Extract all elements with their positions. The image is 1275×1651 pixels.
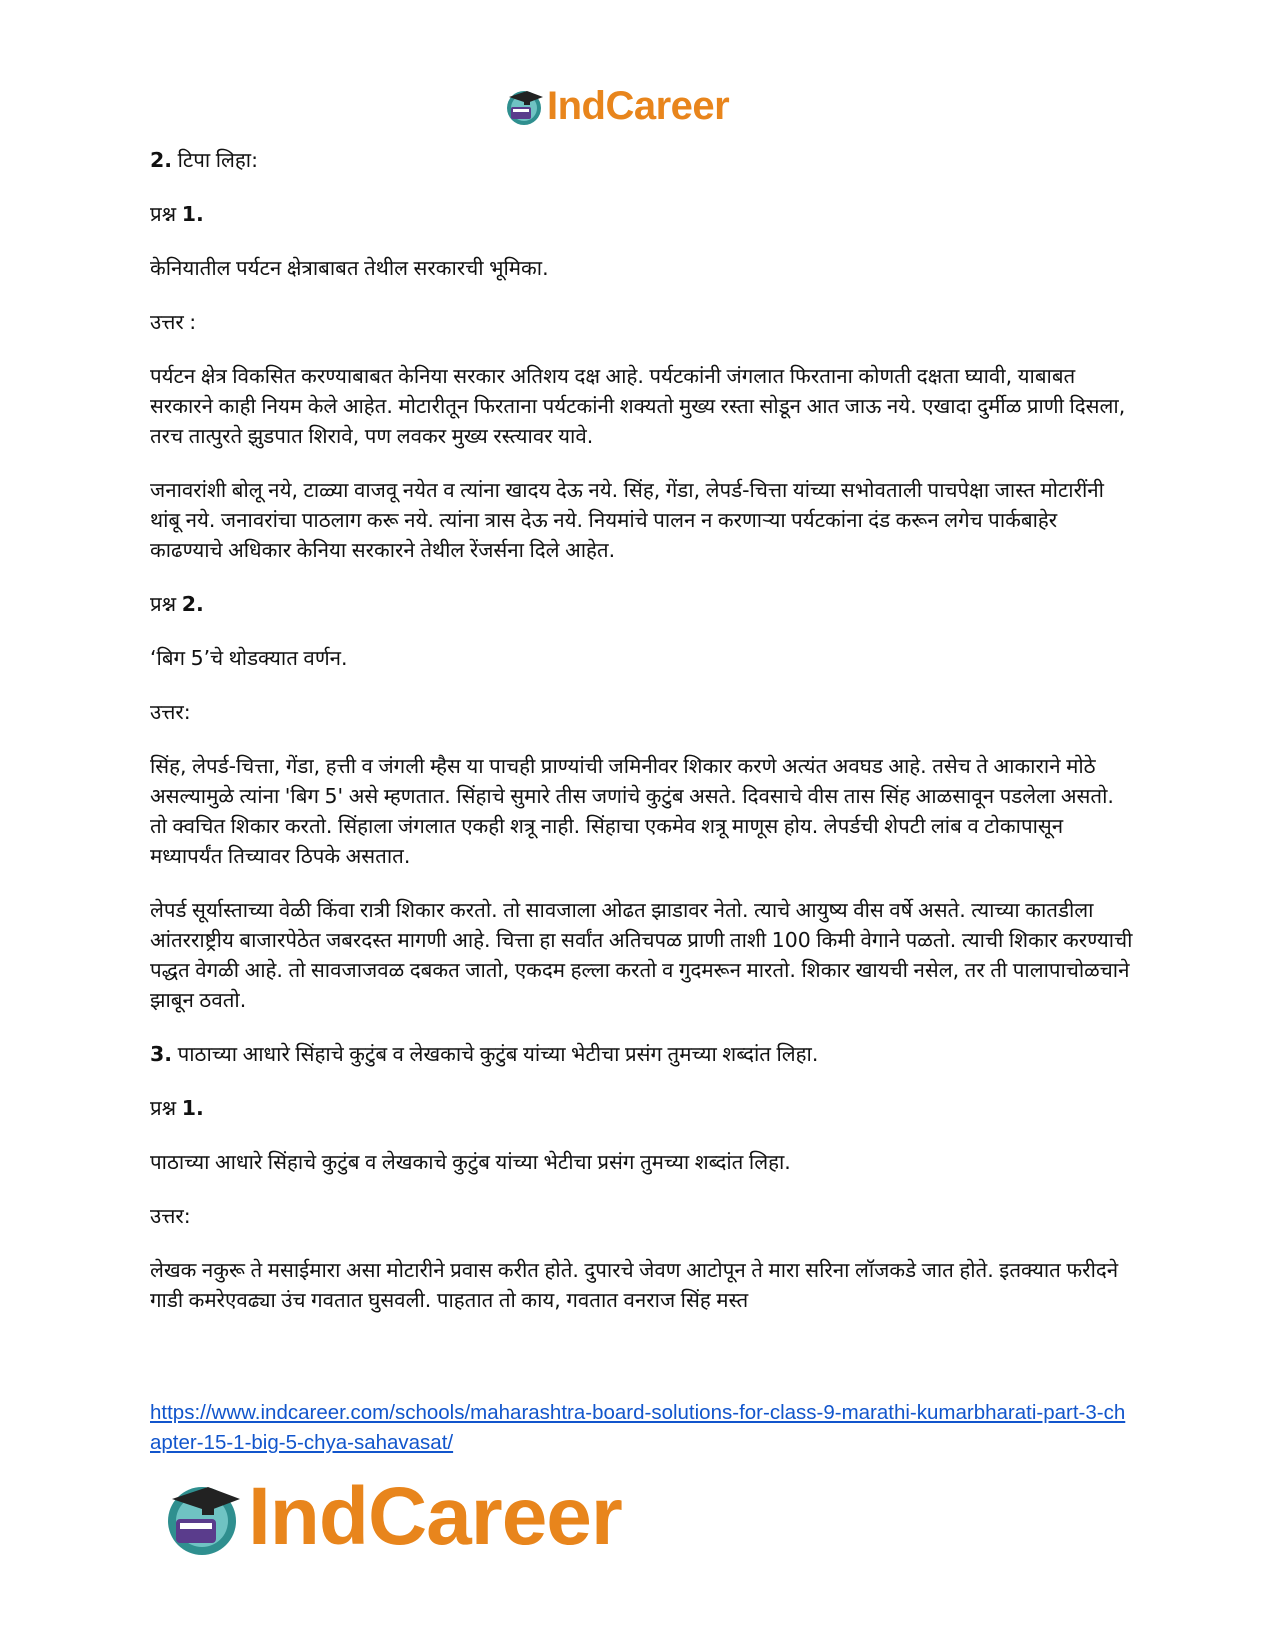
paragraph: ‘बिग 5’चे थोडक्यात वर्णन. [150,646,348,670]
paragraph: जनावरांशी बोलू नये, टाळ्या वाजवू नयेत व त्यांना खादय देऊ नये. सिंह, गेंडा, लेपर्ड-चित्ता यांच्या सभोवताली पाचपेक्षा जास्त मोटारींनी थांबू नये. जनावरांचा पाठलाग करू नये. त्यांना त्रास देऊ नये. नियमांचे पालन न करणाऱ्या पर्यटकांना दंड करून लगेच पार्कबाहेर काढण्याचे अधिकार केनिया सरकारने तेथील रेंजर्सना दिले आहेत. [150,478,1104,562]
paragraph: उत्तर: [150,1204,191,1228]
section-title: टिपा लिहा: [172,148,259,172]
paragraph: पर्यटन क्षेत्र विकसित करण्याबाबत केनिया सरकार अतिशय दक्ष आहे. पर्यटकांनी जंगलात फिरताना कोणती दक्षता घ्यावी, याबाबत सरकारने काही नियम केले आहेत. मोटारीतून फिरताना पर्यटकांनी शक्यतो मुख्य रस्ता सोडून आत जाऊ नये. एखादा दुर्मीळ प्राणी दिसला, तरच तात्पुरते झुडपात शिरावे, पण लवकर मुख्य रस्त्यावर यावे. [150,364,1126,448]
paragraph: लेखक नकुरू ते मसाईमारा असा मोटारीने प्रवास करीत होते. दुपारचे जेवण आटोपून ते मारा सरिना लॉजकडे जात होते. इतक्यात फरीदने गाडी कमरेएवढ्या उंच गवतात घुसवली. पाहतात तो काय, गवतात वनराज सिंह मस्त [150,1258,1119,1312]
indcareer-logo-bottom [160,1467,700,1567]
section-number: 2. [150,148,173,172]
paragraph: उत्तर : [150,310,197,334]
question-prefix: प्रश्न [150,202,182,226]
document-body [150,145,1135,1339]
section-heading [150,1039,1135,1069]
graduation-cap-globe-icon [503,85,545,127]
logo-text: IndCareer [547,83,730,128]
paragraph: सिंह, लेपर्ड-चित्ता, गेंडा, हत्ती व जंगली म्हैस या पाचही प्राण्यांची जमिनीवर शिकार करणे अत्यंत अवघड आहे. तसेच ते आकाराने मोठे असल्यामुळे त्यांना 'बिग 5' असे म्हणतात. सिंहाचे सुमारे तीस जणांचे कुटुंब असते. दिवसाचे वीस तास सिंह आळसावून पडलेला असतो. तो क्वचित शिकार करतो. सिंहाला जंगलात एकही शत्रू नाही. सिंहाचा एकमेव शत्रू माणूस होय. लेपर्डची शेपटी लांब व टोकापासून मध्यापर्यंत तिच्यावर ठिपके असतात. [150,754,1114,868]
question-prefix: प्रश्न [150,1096,182,1120]
source-link[interactable]: https://www.indcareer.com/schools/maharashtra-board-solutions-for-class-9-marathi-kumarbharati-part-3-chapter-15-1-big-5-chya-sahavasat/ [150,1401,1126,1454]
question-number: 1. [181,202,204,226]
question-label [150,1093,1135,1123]
indcareer-logo-top [503,80,783,132]
question-number: 1. [181,1096,204,1120]
question-number: 2. [181,592,204,616]
logo-text-large: IndCareer [248,1471,622,1562]
section-number: 3. [150,1042,173,1066]
paragraph: पाठाच्या आधारे सिंहाचे कुटुंब व लेखकाचे कुटुंब यांच्या भेटीचा प्रसंग तुमच्या शब्दांत लिहा. [150,1150,791,1174]
paragraph: लेपर्ड सूर्यास्ताच्या वेळी किंवा रात्री शिकार करतो. तो सावजाला ओढत झाडावर नेतो. त्याचे आयुष्य वीस वर्षे असते. त्याच्या कातडीला आंतरराष्ट्रीय बाजारपेठेत जबरदस्त मागणी आहे. चित्ता हा सर्वांत अतिचपळ प्राणी ताशी 100 किमी वेगाने पळतो. त्याची शिकार करण्याची पद्धत वेगळी आहे. तो सावजाजवळ दबकत जातो, एकदम हल्ला करतो व गुदमरून मारतो. शिकार खायची नसेल, तर ती पालापाचोळचाने झाबून ठवतो. [150,898,1133,1012]
paragraph: उत्तर: [150,700,191,724]
question-prefix: प्रश्न [150,592,182,616]
section-heading [150,145,1135,175]
graduation-cap-globe-icon [160,1475,244,1559]
paragraph: केनियातील पर्यटन क्षेत्राबाबत तेथील सरकारची भूमिका. [150,256,549,280]
section-title: पाठाच्या आधारे सिंहाचे कुटुंब व लेखकाचे कुटुंब यांच्या भेटीचा प्रसंग तुमच्या शब्दांत लिहा. [172,1042,819,1066]
question-label [150,199,1135,229]
question-label [150,589,1135,619]
